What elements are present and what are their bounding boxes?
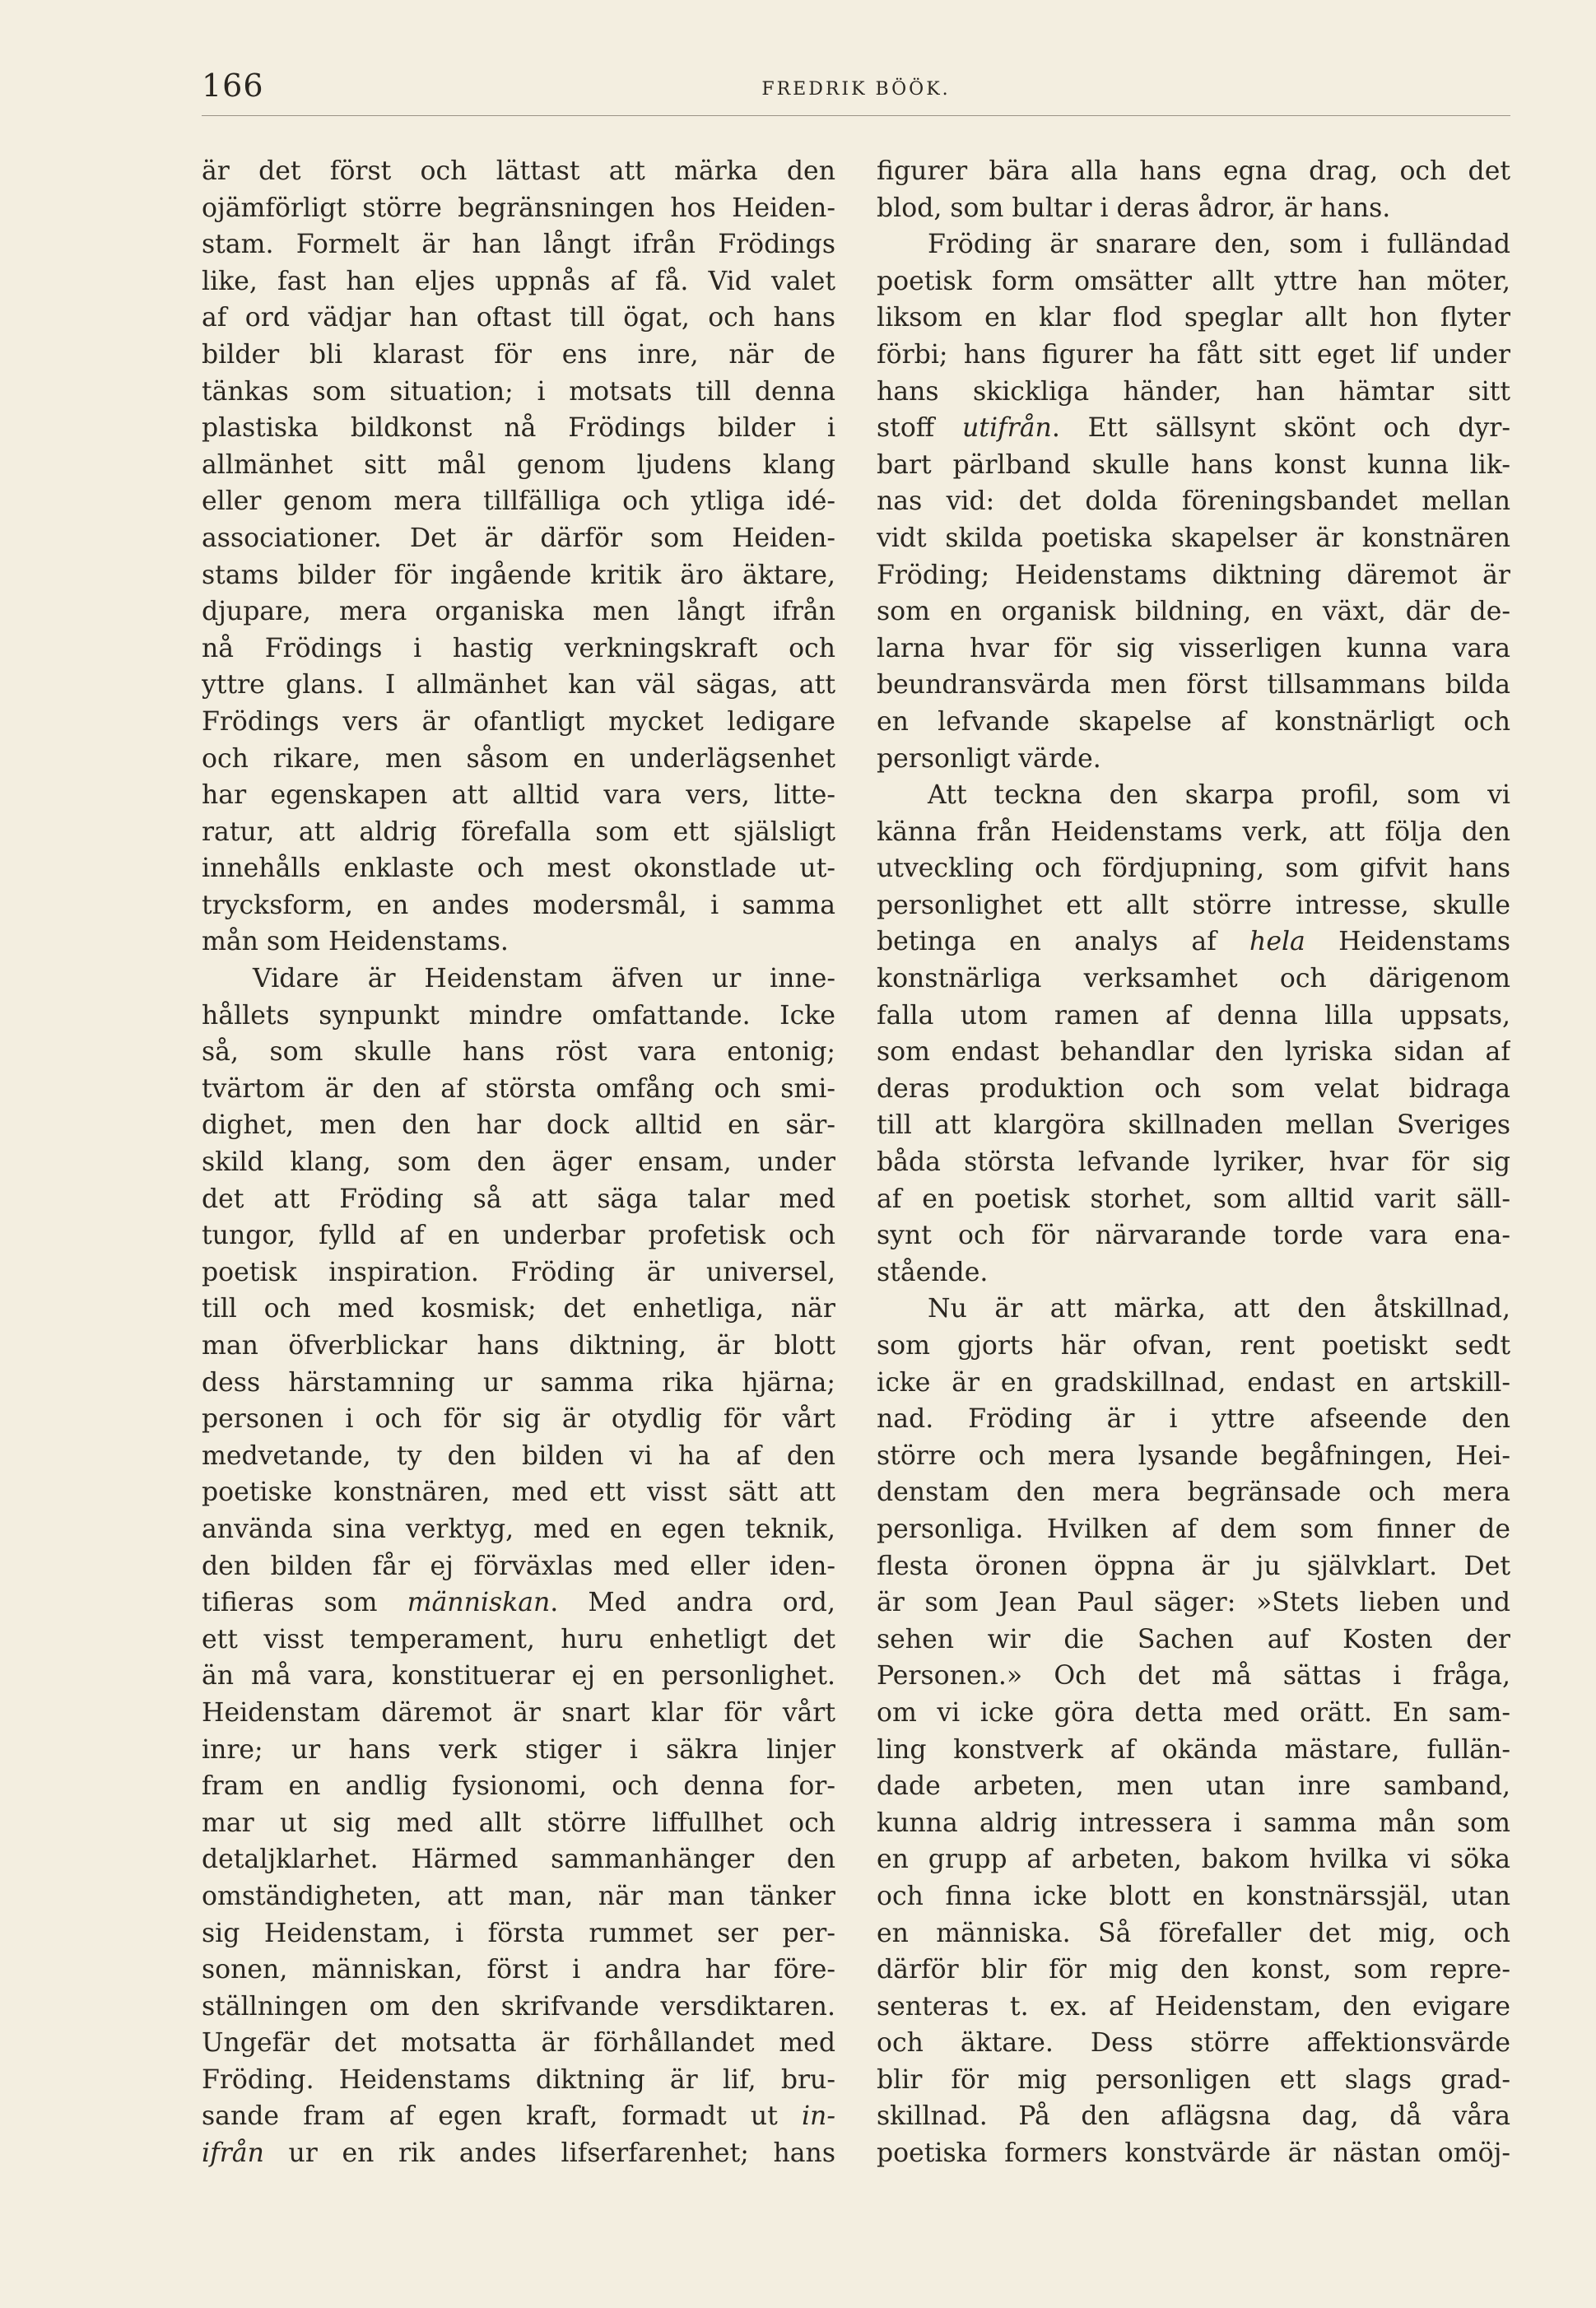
line-text: och äktare. Dess större affektionsvärde xyxy=(877,2028,1510,2059)
text-line xyxy=(877,1181,1510,1218)
line-text: till och med kosmisk; det enhetliga, när xyxy=(202,1294,835,1324)
text-line xyxy=(202,153,835,190)
text-line xyxy=(877,1401,1510,1438)
italic-text: människan xyxy=(407,1588,551,1618)
text-line xyxy=(877,1107,1510,1144)
text-line xyxy=(202,667,835,704)
text-line xyxy=(877,1328,1510,1365)
text-line xyxy=(202,2098,835,2135)
line-text: innehålls enklaste och mest okonstlade ut- xyxy=(202,854,835,884)
line-text: senteras t. ex. af Heidenstam, den evigare xyxy=(877,1991,1510,2022)
line-text: trycksform, en andes modersmål, i samma xyxy=(202,890,835,920)
line-text: falla utom ramen af denna lilla uppsats, xyxy=(877,1000,1510,1031)
line-text: ställningen om den skrifvande versdiktaren. xyxy=(202,1991,835,2022)
line-text: plastiska bildkonst nå Frödings bilder i xyxy=(202,413,835,444)
line-text: skillnad. På den aflägsna dag, då våra xyxy=(877,2101,1510,2132)
text-line xyxy=(877,631,1510,668)
line-text: tvärtom är den af största omfång och smi- xyxy=(202,1073,835,1104)
text-line xyxy=(202,961,835,998)
line-text: dade arbeten, men utan inre samband, xyxy=(877,1771,1510,1802)
text-line xyxy=(877,226,1510,263)
line-text: tänkas som situation; i motsats till denna xyxy=(202,376,835,407)
line-text: som endast behandlar den lyriska sidan af xyxy=(877,1037,1510,1068)
line-text: det att Fröding så att säga talar med xyxy=(202,1184,835,1214)
line-text: associationer. Det är därför som Heiden- xyxy=(202,523,835,553)
line-text: bilder bli klarast för ens inre, när de xyxy=(202,339,835,370)
text-line xyxy=(202,1805,835,1842)
text-line xyxy=(877,1768,1510,1805)
line-text: dess härstamning ur samma rika hjärna; xyxy=(202,1367,835,1398)
text-line xyxy=(877,1474,1510,1511)
text-line xyxy=(202,1952,835,1989)
line-text: ett visst temperament, huru enhetligt det xyxy=(202,1624,835,1654)
line-text: sande fram af egen kraft, formadt ut xyxy=(202,2101,802,2132)
right-column xyxy=(877,153,1510,2172)
text-line xyxy=(877,300,1510,337)
text-line xyxy=(202,1695,835,1732)
line-text: nå Frödings i hastig verkningskraft och xyxy=(202,633,835,663)
line-text: Personen.» Och det må sättas i fråga, xyxy=(877,1661,1510,1691)
text-line xyxy=(202,1181,835,1218)
line-text: Nu är att märka, att den åtskillnad, xyxy=(928,1294,1510,1324)
line-text: personen i och för sig är otydlig för vårt xyxy=(202,1404,835,1435)
text-line xyxy=(202,1622,835,1659)
text-line xyxy=(202,1365,835,1402)
text-line xyxy=(877,153,1510,190)
line-text: detaljklarhet. Härmed sammanhänger den xyxy=(202,1845,835,1875)
line-text: har egenskapen att alltid vara vers, litte- xyxy=(202,780,835,811)
text-line xyxy=(202,263,835,300)
text-line xyxy=(202,557,835,594)
line-text: personlighet ett allt större intresse, skulle xyxy=(877,890,1510,920)
text-line xyxy=(877,1658,1510,1695)
text-line xyxy=(202,814,835,851)
text-line xyxy=(877,190,1510,227)
line-text: känna från Heidenstams verk, att följa den xyxy=(877,817,1510,847)
line-text: Vidare är Heidenstam äfven ur inne- xyxy=(253,964,835,994)
line-text: denstam den mera begränsade och mera xyxy=(877,1477,1510,1508)
line-text: deras produktion och som velat bidraga xyxy=(877,1073,1510,1104)
text-line xyxy=(202,1328,835,1365)
text-line xyxy=(202,1291,835,1328)
line-text-after: . Med andra ord, xyxy=(550,1588,835,1618)
line-text: like, fast han eljes uppnås af få. Vid valet xyxy=(202,266,835,296)
text-line xyxy=(202,2062,835,2099)
text-line xyxy=(877,961,1510,998)
line-text: är som Jean Paul säger: »Stets lieben und xyxy=(877,1588,1510,1618)
text-line xyxy=(877,1511,1510,1548)
text-line xyxy=(877,667,1510,704)
line-text: bart pärlband skulle hans konst kunna lik- xyxy=(877,449,1510,480)
line-text: till att klargöra skillnaden mellan Sveriges xyxy=(877,1110,1510,1141)
text-line xyxy=(202,1658,835,1695)
line-text: nad. Fröding är i yttre afseende den xyxy=(877,1404,1510,1435)
text-line xyxy=(877,483,1510,520)
line-text: tifieras som xyxy=(202,1588,407,1618)
line-text: allmänhet sitt mål genom ljudens klang xyxy=(202,449,835,480)
text-line xyxy=(877,1438,1510,1475)
text-line xyxy=(202,924,835,961)
text-line xyxy=(877,1584,1510,1622)
page-number: 166 xyxy=(202,67,264,104)
text-line xyxy=(202,1438,835,1475)
text-line xyxy=(877,1732,1510,1769)
line-text: af en poetisk storhet, som alltid varit säll- xyxy=(877,1184,1510,1214)
line-text: man öfverblickar hans diktning, är blott xyxy=(202,1331,835,1361)
left-column xyxy=(202,153,835,2172)
line-text: blir för mig personligen ett slags grad- xyxy=(877,2064,1510,2095)
line-text: af ord vädjar han oftast till ögat, och hans xyxy=(202,303,835,333)
text-line xyxy=(877,777,1510,814)
text-line xyxy=(877,704,1510,741)
text-line xyxy=(877,1071,1510,1108)
line-text: utveckling och fördjupning, som gifvit hans xyxy=(877,854,1510,884)
text-line xyxy=(202,337,835,374)
line-text: Frödings vers är ofantligt mycket ledigare xyxy=(202,706,835,737)
text-line xyxy=(877,1695,1510,1732)
text-line xyxy=(202,1768,835,1805)
line-text: omständigheten, att man, när man tänker xyxy=(202,1881,835,1911)
text-line xyxy=(202,1989,835,2026)
text-line xyxy=(877,557,1510,594)
text-line xyxy=(202,1217,835,1254)
text-line xyxy=(202,1034,835,1071)
text-line xyxy=(877,1548,1510,1585)
text-line xyxy=(877,1365,1510,1402)
line-text: personliga. Hvilken af dem som finner de xyxy=(877,1514,1510,1544)
text-line xyxy=(877,741,1510,778)
text-line xyxy=(877,2025,1510,2062)
text-line xyxy=(877,2098,1510,2135)
text-line xyxy=(877,1217,1510,1254)
text-line xyxy=(202,226,835,263)
line-text: en grupp af arbeten, bakom hvilka vi söka xyxy=(877,1845,1510,1875)
header-rule xyxy=(202,115,1510,116)
text-line xyxy=(202,631,835,668)
line-text: eller genom mera tillfälliga och ytliga idé- xyxy=(202,486,835,517)
line-text: ratur, att aldrig förefalla som ett själsligt xyxy=(202,817,835,847)
line-text: sig Heidenstam, i första rummet ser per- xyxy=(202,1918,835,1948)
text-line xyxy=(202,741,835,778)
line-text: beundransvärda men först tillsammans bilda xyxy=(877,670,1510,700)
line-text: tungor, fylld af en underbar profetisk och xyxy=(202,1221,835,1251)
line-text: medvetande, ty den bilden vi ha af den xyxy=(202,1440,835,1471)
italic-text: utifrån xyxy=(962,413,1052,444)
text-line xyxy=(877,1805,1510,1842)
line-text: vidt skilda poetiska skapelser är konstnären xyxy=(877,523,1510,553)
text-line xyxy=(202,483,835,520)
text-line xyxy=(202,1474,835,1511)
text-line xyxy=(202,593,835,631)
line-text: Heidenstam däremot är snart klar för vårt xyxy=(202,1697,835,1728)
text-line xyxy=(877,924,1510,961)
line-text: sonen, människan, först i andra har före- xyxy=(202,1955,835,1985)
line-text: flesta öronen öppna är ju självklart. Det xyxy=(877,1551,1510,1581)
line-text: Fröding; Heidenstams diktning däremot är xyxy=(877,560,1510,590)
line-text: poetiske konstnären, med ett visst sätt att xyxy=(202,1477,835,1508)
text-line xyxy=(877,887,1510,924)
running-head: FREDRIK BÖÖK. xyxy=(761,79,951,100)
line-text: hans skickliga händer, han hämtar sitt xyxy=(877,376,1510,407)
text-line xyxy=(202,1732,835,1769)
text-line xyxy=(877,1622,1510,1659)
line-text: yttre glans. I allmänhet kan väl sägas, att xyxy=(202,670,835,700)
italic-text: hela xyxy=(1249,927,1305,957)
line-text: skild klang, som den äger ensam, under xyxy=(202,1147,835,1178)
line-text: ojämförligt större begränsningen hos Heiden- xyxy=(202,193,835,223)
line-text: kunna aldrig intressera i samma mån som xyxy=(877,1808,1510,1838)
line-text: hållets synpunkt mindre omfattande. Icke xyxy=(202,1000,835,1031)
text-line xyxy=(877,410,1510,447)
line-text: den bilden får ej förväxlas med eller iden- xyxy=(202,1551,835,1581)
line-text: förbi; hans figurer ha fått sitt eget lif under xyxy=(877,339,1510,370)
line-text: poetiska formers konstvärde är nästan omöj- xyxy=(877,2138,1510,2169)
page-header xyxy=(202,67,1510,117)
italic-text: ifrån xyxy=(202,2138,264,2169)
line-text: är det först och lättast att märka den xyxy=(202,156,835,186)
text-line xyxy=(202,887,835,924)
text-line xyxy=(202,2135,835,2172)
line-text: dighet, men den har dock alltid en sär- xyxy=(202,1110,835,1141)
text-line xyxy=(202,1548,835,1585)
line-text: fram en andlig fysionomi, och denna for- xyxy=(202,1771,835,1802)
line-text-after: . Ett sällsynt skönt och dyr- xyxy=(1051,413,1510,444)
line-text: mar ut sig med allt större liffullhet och xyxy=(202,1808,835,1838)
text-line xyxy=(202,447,835,484)
text-line xyxy=(202,410,835,447)
line-text: djupare, mera organiska men långt ifrån xyxy=(202,597,835,627)
text-line xyxy=(877,1254,1510,1291)
text-line xyxy=(877,1989,1510,2026)
line-text: om vi icke göra detta med orätt. En sam- xyxy=(877,1697,1510,1728)
line-text: och finna icke blott en konstnärssjäl, utan xyxy=(877,1881,1510,1911)
line-text: figurer bära alla hans egna drag, och det xyxy=(877,156,1510,186)
line-text: som gjorts här ofvan, rent poetiskt sedt xyxy=(877,1331,1510,1361)
text-line xyxy=(877,263,1510,300)
line-text: Fröding är snarare den, som i fulländad xyxy=(928,230,1510,260)
line-text: betinga en analys af xyxy=(877,927,1250,957)
text-line xyxy=(202,1144,835,1181)
line-text: poetisk inspiration. Fröding är universel, xyxy=(202,1257,835,1287)
text-line xyxy=(202,1878,835,1915)
italic-text: in- xyxy=(801,2101,835,2132)
text-line xyxy=(202,1841,835,1878)
line-text: stams bilder för ingående kritik äro äktare, xyxy=(202,560,835,590)
text-line xyxy=(877,1952,1510,1989)
line-text: en människa. Så förefaller det mig, och xyxy=(877,1918,1510,1948)
text-line xyxy=(202,850,835,887)
line-text: liksom en klar flod speglar allt hon flyter xyxy=(877,303,1510,333)
text-line xyxy=(877,337,1510,374)
line-text: inre; ur hans verk stiger i säkra linjer xyxy=(202,1734,835,1765)
text-line xyxy=(202,1915,835,1952)
line-text: stående. xyxy=(877,1257,989,1287)
text-line xyxy=(202,1254,835,1291)
line-text: stoff xyxy=(877,413,962,444)
text-line xyxy=(202,374,835,411)
text-line xyxy=(202,998,835,1035)
line-text: stam. Formelt är han långt ifrån Frödings xyxy=(202,230,835,260)
text-line xyxy=(877,1878,1510,1915)
text-line xyxy=(202,777,835,814)
line-text: Att teckna den skarpa profil, som vi xyxy=(928,780,1510,811)
text-line xyxy=(877,998,1510,1035)
line-text-after: ur en rik andes lifserfarenhet; hans xyxy=(263,2138,835,2169)
line-text: mån som Heidenstams. xyxy=(202,927,509,957)
text-line xyxy=(202,190,835,227)
line-text: synt och för närvarande torde vara ena- xyxy=(877,1221,1510,1251)
text-line xyxy=(877,1915,1510,1952)
line-text: larna hvar för sig visserligen kunna vara xyxy=(877,633,1510,663)
text-line xyxy=(202,2025,835,2062)
text-line xyxy=(202,1071,835,1108)
line-text: blod, som bultar i deras ådror, är hans. xyxy=(877,193,1391,223)
line-text-after: Heidenstams xyxy=(1305,927,1510,957)
text-line xyxy=(877,814,1510,851)
text-line xyxy=(202,1401,835,1438)
text-line xyxy=(877,2062,1510,2099)
text-line xyxy=(202,1107,835,1144)
line-text: därför blir för mig den konst, som repre- xyxy=(877,1955,1510,1985)
text-line xyxy=(877,1144,1510,1181)
line-text: poetisk form omsätter allt yttre han möter, xyxy=(877,266,1510,296)
text-line xyxy=(877,1841,1510,1878)
text-line xyxy=(877,1034,1510,1071)
line-text: personligt värde. xyxy=(877,743,1101,774)
line-text: än må vara, konstituerar ej en personlighet. xyxy=(202,1661,835,1691)
line-text: använda sina verktyg, med en egen teknik, xyxy=(202,1514,835,1544)
line-text: större och mera lysande begåfningen, Hei- xyxy=(877,1440,1510,1471)
text-line xyxy=(877,593,1510,631)
text-line xyxy=(202,520,835,557)
line-text: Ungefär det motsatta är förhållandet med xyxy=(202,2028,835,2059)
line-text: Fröding. Heidenstams diktning är lif, bru- xyxy=(202,2064,835,2095)
line-text: sehen wir die Sachen auf Kosten der xyxy=(877,1624,1510,1654)
line-text: båda största lefvande lyriker, hvar för sig xyxy=(877,1147,1510,1178)
text-line xyxy=(202,1584,835,1622)
line-text: en lefvande skapelse af konstnärligt och xyxy=(877,706,1510,737)
line-text: nas vid: det dolda föreningsbandet mellan xyxy=(877,486,1510,517)
text-line xyxy=(877,850,1510,887)
text-line xyxy=(877,520,1510,557)
text-line xyxy=(877,1291,1510,1328)
text-line xyxy=(877,374,1510,411)
text-line xyxy=(877,447,1510,484)
line-text: konstnärliga verksamhet och därigenom xyxy=(877,964,1510,994)
text-line xyxy=(202,1511,835,1548)
line-text: så, som skulle hans röst vara entonig; xyxy=(202,1037,835,1068)
line-text: och rikare, men såsom en underlägsenhet xyxy=(202,743,835,774)
text-line xyxy=(202,704,835,741)
line-text: icke är en gradskillnad, endast en artskill- xyxy=(877,1367,1510,1398)
text-line xyxy=(202,300,835,337)
line-text: ling konstverk af okända mästare, fullän- xyxy=(877,1734,1510,1765)
text-line xyxy=(877,2135,1510,2172)
line-text: som en organisk bildning, en växt, där de- xyxy=(877,597,1510,627)
